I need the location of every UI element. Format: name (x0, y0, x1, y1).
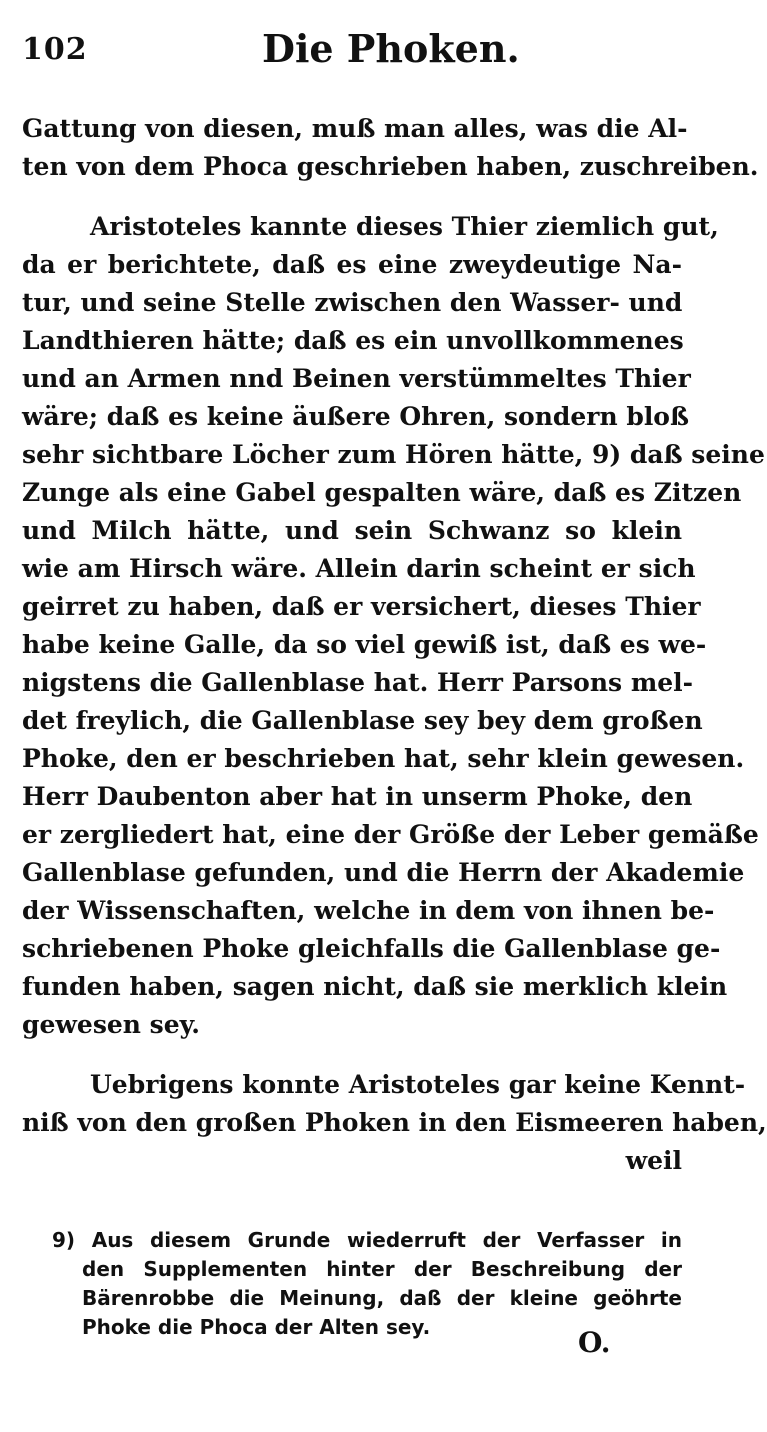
text-line: tur, und seine Stelle zwischen den Wasser- und (22, 288, 683, 317)
text-line: der Wissenschaften, welche in dem von ihnen be- (22, 896, 715, 925)
text-line: Gattung von diesen, muß man alles, was die Al- (22, 114, 688, 143)
text-line: weil (625, 1146, 682, 1175)
text-line: Gallenblase gefunden, und die Herrn der Akademie (22, 858, 745, 887)
text-line: geirret zu haben, daß er versichert, dieses Thier (22, 592, 701, 621)
main-text (22, 110, 767, 1180)
footnote (52, 1226, 682, 1342)
footnote-line: Phoke die Phoca der Alten sey. (82, 1315, 431, 1339)
text-line: schriebenen Phoke gleichfalls die Gallenblase ge- (22, 934, 721, 963)
text-line: Uebrigens konnte Aristoteles gar keine Kennt- (90, 1070, 746, 1099)
page-header (22, 26, 678, 86)
text-line: funden haben, sagen nicht, daß sie merklich klein (22, 972, 728, 1001)
paragraph-gap (22, 1044, 682, 1066)
text-line: Zunge als eine Gabel gespalten wäre, daß es Zitzen (22, 478, 742, 507)
text-line: wie am Hirsch wäre. Allein darin scheint er sich (22, 554, 696, 583)
text-line: er zergliedert hat, eine der Größe der Leber gemäße (22, 820, 759, 849)
text-line: wäre; daß es keine äußere Ohren, sondern bloß (22, 402, 689, 431)
footnote-line: den Supplementen hinter der Beschreibung der (82, 1257, 682, 1281)
text-line: sehr sichtbare Löcher zum Hören hätte, 9) daß seine (22, 440, 765, 469)
footnote-text: Aus diesem Grunde wiederruft der Verfasser in (91, 1228, 682, 1252)
text-line: Aristoteles kannte dieses Thier ziemlich gut, (90, 212, 719, 241)
catchword: O. (578, 1326, 611, 1359)
paragraph-gap (22, 186, 682, 208)
running-head: Die Phoken. (262, 26, 520, 71)
text-line: und Milch hätte, und sein Schwanz so klein (22, 516, 682, 545)
text-line: habe keine Galle, da so viel gewiß ist, daß es we- (22, 630, 707, 659)
page-number: 102 (22, 32, 88, 67)
text-line: Landthieren hätte; daß es ein unvollkommenes (22, 326, 684, 355)
text-line: und an Armen nnd Beinen verstümmeltes Thier (22, 364, 691, 393)
text-line: niß von den großen Phoken in den Eismeeren haben, (22, 1108, 767, 1137)
footnote-line (52, 1226, 682, 1255)
text-line: Herr Daubenton aber hat in unserm Phoke, den (22, 782, 693, 811)
text-line: da er berichtete, daß es eine zweydeutige Na- (22, 250, 682, 279)
footnote-marker: 9) (52, 1228, 76, 1252)
text-line: ten von dem Phoca geschrieben haben, zuschreiben. (22, 152, 759, 181)
footnote-line: Bärenrobbe die Meinung, daß der kleine geöhrte (82, 1286, 682, 1310)
text-line: det freylich, die Gallenblase sey bey dem großen (22, 706, 703, 735)
text-line: nigstens die Gallenblase hat. Herr Parsons mel- (22, 668, 694, 697)
text-line: Phoke, den er beschrieben hat, sehr klein gewesen. (22, 744, 745, 773)
text-line: gewesen sey. (22, 1010, 201, 1039)
